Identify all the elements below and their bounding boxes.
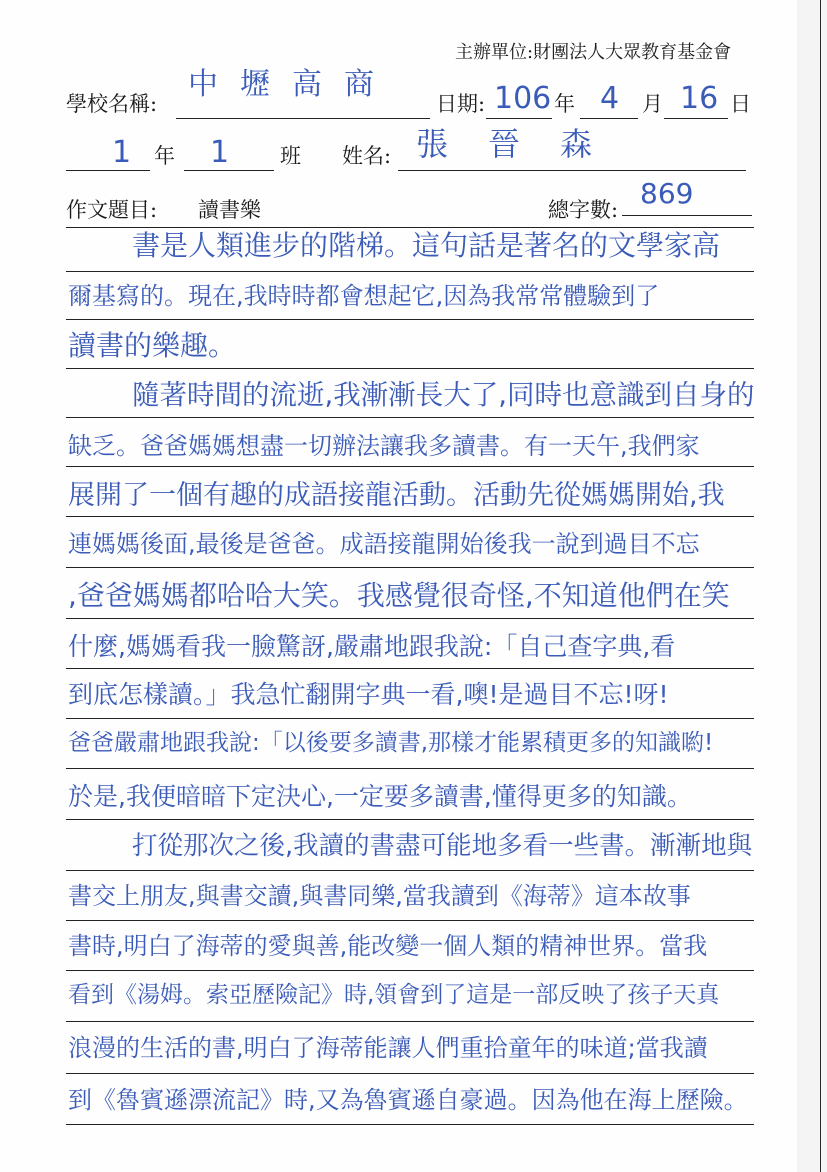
wordcount-label: 總字數:	[548, 198, 619, 222]
date-label: 日期:	[436, 92, 486, 116]
ruled-line	[66, 227, 754, 228]
ruled-line	[66, 1073, 754, 1074]
essay-line: 缺乏。爸爸媽媽想盡一切辦法讓我多讀書。有一天午,我們家	[68, 432, 700, 460]
year-value: 106	[494, 81, 552, 116]
essay-line: ,爸爸媽媽都哈哈大笑。我感覺很奇怪,不知道他們在笑	[68, 579, 730, 612]
class-underline	[184, 170, 274, 171]
ruled-line	[66, 1021, 754, 1022]
name-value: 張晉森	[416, 125, 633, 163]
ruled-line	[66, 920, 754, 921]
ruled-line	[66, 1124, 754, 1125]
class-value: 1	[210, 135, 230, 170]
grade-value: 1	[112, 135, 132, 170]
essay-line: 什麼,媽媽看我一臉驚訝,嚴肅地跟我說:「自己查字典,看	[68, 632, 676, 661]
ruled-line	[66, 668, 754, 669]
ruled-line	[66, 870, 754, 871]
topic-value: 讀書樂	[198, 198, 261, 222]
class-label: 班	[280, 144, 301, 168]
ruled-line	[66, 768, 754, 769]
essay-line: 隨著時間的流逝,我漸漸長大了,同時也意識到自身的	[132, 379, 755, 411]
month-label: 月	[642, 92, 663, 116]
ruled-line	[66, 618, 754, 619]
ruled-line	[66, 466, 754, 467]
ruled-line	[66, 417, 754, 418]
ruled-line	[66, 516, 754, 517]
essay-line: 浪漫的生活的書,明白了海蒂能讓人們重拾童年的味道;當我讀	[68, 1034, 708, 1062]
scan-edge-strip	[797, 0, 827, 1172]
grade-label: 年	[154, 144, 175, 168]
ruled-line	[66, 319, 754, 320]
ruled-line	[66, 819, 754, 820]
school-label: 學校名稱:	[66, 92, 158, 116]
essay-line: 連媽媽後面,最後是爸爸。成語接龍開始後我一說到過目不忘	[68, 530, 700, 558]
month-underline	[580, 118, 638, 119]
wordcount-underline	[622, 215, 752, 216]
school-value: 中壢高商	[188, 67, 396, 102]
essay-line: 讀書的樂趣。	[68, 329, 237, 362]
name-label: 姓名:	[342, 144, 392, 168]
scan-edge-line	[820, 0, 821, 1172]
essay-line: 爾基寫的。現在,我時時都會想起它,因為我常常體驗到了	[68, 282, 660, 310]
school-underline	[176, 118, 430, 119]
essay-line: 展開了一個有趣的成語接龍活動。活動先從媽媽開始,我	[68, 480, 725, 511]
essay-line: 書時,明白了海蒂的愛與善,能改變一個人類的精神世界。當我	[68, 932, 708, 960]
ruled-line	[66, 567, 754, 568]
year-label: 年	[554, 92, 575, 116]
organizer-text: 主辦單位:財團法人大眾教育基金會	[455, 42, 732, 63]
essay-line: 打從那次之後,我讀的書盡可能地多看一些書。漸漸地與	[132, 831, 753, 861]
essay-line: 於是,我便暗暗下定決心,一定要多讀書,懂得更多的知識。	[68, 782, 692, 811]
essay-line: 到《魯賓遜漂流記》時,又為魯賓遜自豪過。因為他在海上歷險。	[68, 1086, 748, 1114]
grade-underline	[66, 170, 150, 171]
month-value: 4	[600, 81, 620, 116]
essay-line: 書是人類進步的階梯。這句話是著名的文學家高	[132, 229, 721, 262]
essay-line: 看到《湯姆。索亞歷險記》時,領會到了這是一部反映了孩子天真	[68, 982, 720, 1008]
ruled-line	[66, 271, 754, 272]
topic-label: 作文題目:	[66, 198, 158, 222]
name-underline	[398, 170, 746, 171]
essay-line: 爸爸嚴肅地跟我說:「以後要多讀書,那樣才能累積更多的知識喲!	[68, 730, 714, 756]
day-label: 日	[730, 92, 751, 116]
ruled-line	[66, 970, 754, 971]
day-value: 16	[680, 81, 719, 116]
ruled-line	[66, 368, 754, 369]
day-underline	[664, 118, 728, 119]
essay-line: 書交上朋友,與書交讀,與書同樂,當我讀到《海蒂》這本故事	[68, 882, 691, 910]
wordcount-value: 869	[640, 177, 694, 210]
essay-line: 到底怎樣讀。」我急忙翻開字典一看,噢!是過目不忘!呀!	[68, 680, 669, 709]
ruled-line	[66, 718, 754, 719]
year-underline	[486, 118, 552, 119]
